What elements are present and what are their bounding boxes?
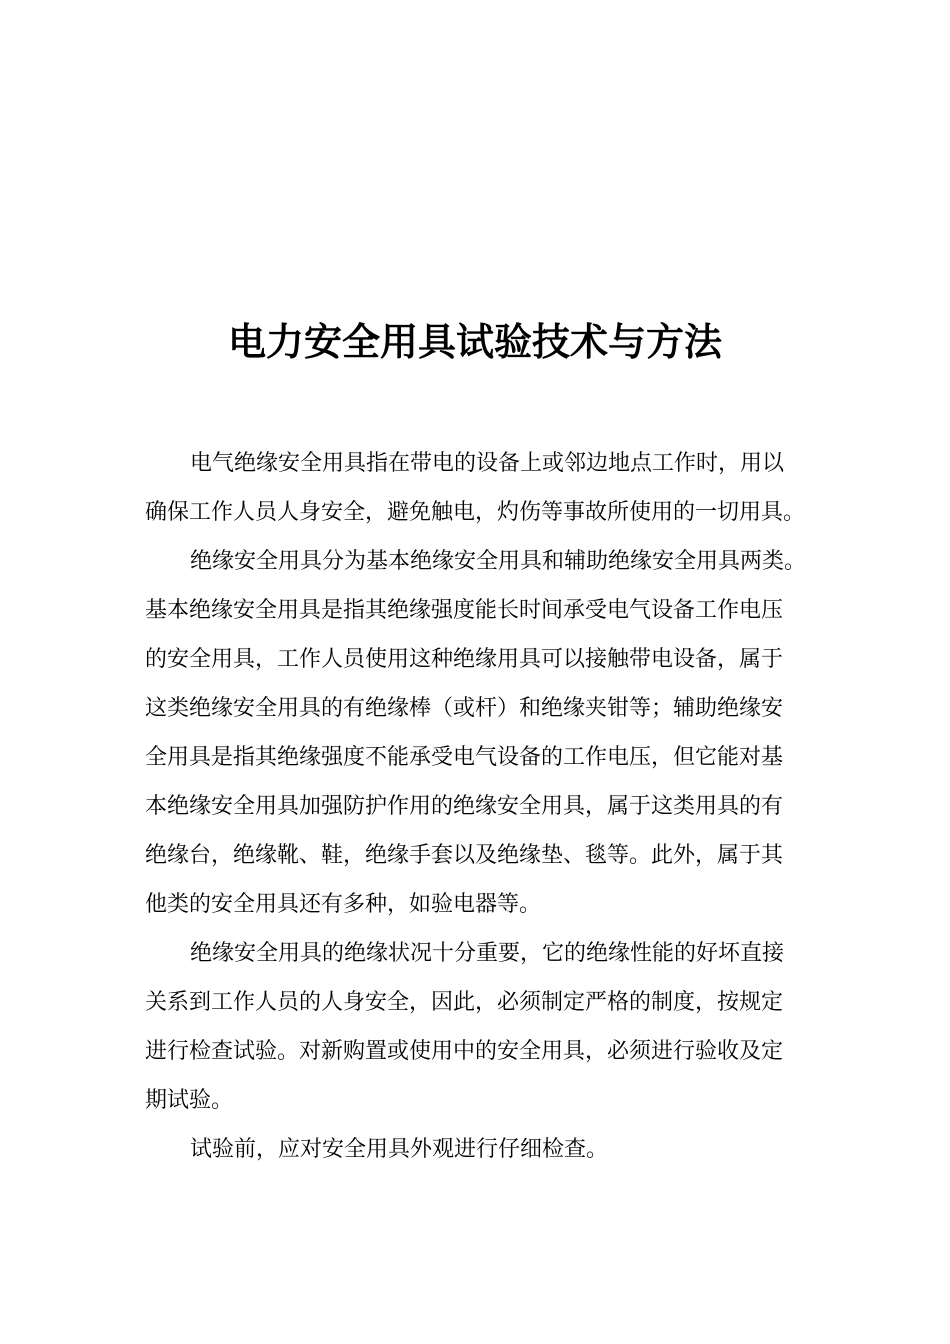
paragraph-2-line-6: 本绝缘安全用具加强防护作用的绝缘安全用具，属于这类用具的有 bbox=[145, 794, 784, 819]
paragraph-2-line-5: 全用具是指其绝缘强度不能承受电气设备的工作电压，但它能对基 bbox=[145, 745, 784, 770]
paragraph-3-line-1: 绝缘安全用具的绝缘状况十分重要，它的绝缘性能的好坏直接 bbox=[190, 941, 785, 966]
paragraph-1-line-1: 电气绝缘安全用具指在带电的设备上或邻边地点工作时，用以 bbox=[190, 451, 785, 476]
paragraph-2-line-3: 的安全用具，工作人员使用这种绝缘用具可以接触带电设备，属于 bbox=[145, 647, 784, 672]
paragraph-2-line-2: 基本绝缘安全用具是指其绝缘强度能长时间承受电气设备工作电压 bbox=[145, 598, 784, 623]
paragraph-3-line-3: 进行检查试验。对新购置或使用中的安全用具，必须进行验收及定 bbox=[145, 1039, 784, 1064]
paragraph-2-line-8: 他类的安全用具还有多种，如验电器等。 bbox=[145, 892, 542, 917]
paragraph-2-line-4: 这类绝缘安全用具的有绝缘棒（或杆）和绝缘夹钳等；辅助绝缘安 bbox=[145, 696, 784, 721]
document-title: 电力安全用具试验技术与方法 bbox=[227, 320, 722, 364]
paragraph-3-line-2: 关系到工作人员的人身安全，因此，必须制定严格的制度，按规定 bbox=[145, 990, 784, 1015]
paragraph-1-line-2: 确保工作人员人身安全，避免触电，灼伤等事故所使用的一切用具。 bbox=[145, 500, 806, 525]
paragraph-3-line-4: 期试验。 bbox=[145, 1088, 234, 1113]
paragraph-2-line-7: 绝缘台，绝缘靴、鞋，绝缘手套以及绝缘垫、毯等。此外，属于其 bbox=[145, 843, 784, 868]
paragraph-2-line-1: 绝缘安全用具分为基本绝缘安全用具和辅助绝缘安全用具两类。 bbox=[190, 549, 807, 574]
paragraph-4-line-1: 试验前，应对安全用具外观进行仔细检查。 bbox=[190, 1137, 609, 1162]
